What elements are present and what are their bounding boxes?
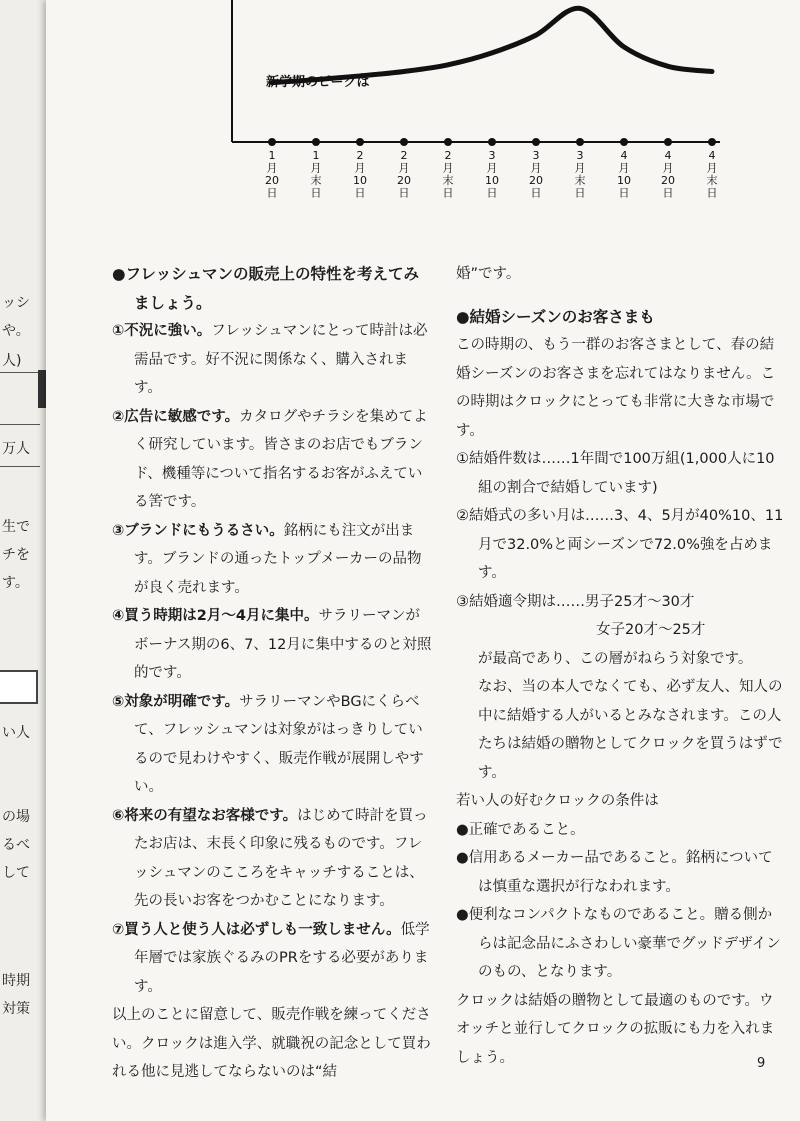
feature-item-body: 銘柄にも注文が出ます。ブランドの通ったトップメーカーの品物が良く売れます。 [134, 522, 422, 596]
marriage-age-female: 女子20才〜25才 [596, 622, 706, 638]
chart-series-line [272, 8, 712, 82]
feature-item-body: はじめて時計を買ったお店は、末長く印象に残るものです。フレッシュマンのこころをキャッチすることは、先の長いお客をつかむことになります。 [134, 807, 428, 909]
note-paragraph: なお、当の本人でなくても、必ず友人、知人の中に結婚する人がいるとみなされます。この人たちは結婚の贈物としてクロックを買うはずです。 [478, 679, 783, 781]
chart-tick-marker [400, 138, 408, 146]
strip-table-edge [38, 370, 46, 408]
chart-tick-marker [620, 138, 628, 146]
feature-item [112, 403, 434, 517]
chart-tick-marker [268, 138, 276, 146]
chart-tick-label: 月 [574, 161, 586, 175]
feature-item-body: 低学年層では家族ぐるみのPRをする必要があります。 [134, 921, 430, 995]
chart-tick-marker [664, 138, 672, 146]
chart-tick-label: 10 [353, 174, 367, 187]
strip-text: チを [2, 547, 30, 563]
marriage-age-body: が最高であり、この層がねらう対象です。 [478, 650, 753, 667]
chart-tick-label: 月 [618, 161, 630, 175]
marriage-stat-item: ②結婚式の多い月は……3、4、5月が40%10、11月で32.0%と両シーズンで72.0%強を占めます。 [456, 508, 784, 581]
page [46, 0, 800, 1121]
feature-item-title: ③ブランドにもうるさい。 [112, 522, 284, 539]
chart-tick-label: 日 [354, 186, 366, 200]
chart-tick-label: 1 [268, 149, 276, 162]
chart-tick-label: 3 [576, 149, 584, 162]
chart-tick-label: 2 [356, 149, 364, 162]
feature-item-title: ①不況に強い。 [112, 323, 212, 339]
feature-item-body: カタログやチラシを集めてよく研究しています。皆さまのお店でもブランド、機種等について指名するお客がふえている筈です。 [134, 408, 428, 510]
chart-tick-label: 10 [617, 174, 631, 187]
feature-item-title: ⑥将来の有望なお客様です。 [112, 807, 298, 824]
chart-tick-marker [444, 138, 452, 146]
marriage-age-item: ③結婚適令期は……男子25才〜30才 [456, 593, 695, 610]
chart-tick-label: 20 [397, 174, 411, 187]
section-heading: ●結婚シーズンのお客さまも [456, 307, 655, 326]
feature-item [112, 916, 434, 1002]
strip-table-line [0, 466, 40, 467]
closing-paragraph: クロックは結婚の贈物として最適のものです。ウオッチと並行してクロックの拡販にも力を入れましょう。 [456, 992, 775, 1066]
strip-text: 万人 [2, 441, 30, 457]
chart-tick-marker [708, 138, 716, 146]
adjacent-page-strip [0, 0, 47, 1121]
chart-tick-label: 日 [706, 186, 718, 200]
right-column [456, 260, 786, 1072]
chart-axes [232, 0, 720, 142]
chart-tick-label: 日 [618, 186, 630, 200]
chart-tick-label: 月 [486, 161, 498, 175]
feature-item [112, 602, 434, 688]
strip-text: す。 [2, 575, 29, 591]
conditions-intro: 若い人の好むクロックの条件は [456, 793, 659, 809]
strip-text: 時期 [2, 973, 30, 989]
chart-tick-label: 月 [442, 161, 454, 175]
chart-tick-label: 4 [708, 149, 716, 162]
closing-paragraph: 以上のことに留意して、販売作戦を練ってください。クロックは進入学、就職祝の記念として買われる他に見逃してならないのは“結 [112, 1007, 431, 1080]
chart-tick-label: 2 [400, 149, 408, 162]
feature-item [112, 688, 434, 802]
feature-item-body: サラリーマンやBGにくらべて、フレッシュマンは対象がはっきりしているので見わけやすく、販売作戦が展開しやすい。 [134, 693, 424, 795]
chart-tick-marker [356, 138, 364, 146]
chart-tick-label: 末 [706, 174, 718, 187]
feature-item-title: ④買う時期は2月〜4月に集中。 [112, 608, 319, 624]
strip-text: の場 [2, 809, 30, 825]
feature-item-title: ⑦買う人と使う人は必ずしも一致しません。 [112, 921, 401, 938]
chart-tick-label: 日 [530, 186, 542, 200]
chart-ticks [265, 138, 718, 200]
chart-tick-marker [532, 138, 540, 146]
left-column [112, 260, 434, 1087]
feature-item [112, 517, 434, 603]
strip-box [0, 670, 38, 704]
feature-item-body: サラリーマンがボーナス期の6、7、12月に集中するのと対照的です。 [134, 608, 432, 681]
chart-tick-label: 4 [620, 149, 628, 162]
chart-tick-label: 月 [706, 161, 718, 175]
condition-item: ●信用あるメーカー品であること。銘柄については慎重な選択が行なわれます。 [456, 850, 773, 895]
strip-text: 人) [2, 353, 22, 369]
strip-text: して [2, 865, 30, 881]
chart-tick-label: 20 [529, 174, 543, 187]
chart-tick-marker [312, 138, 320, 146]
strip-text: るべ [2, 837, 30, 853]
chart-tick-label: 2 [444, 149, 452, 162]
chart-tick-label: 末 [442, 174, 454, 187]
chart-tick-label: 日 [310, 186, 322, 200]
chart-tick-label: 月 [354, 161, 366, 175]
marriage-stat-item: ①結婚件数は……1年間で100万組(1,000人に10組の割合で結婚しています) [456, 451, 775, 496]
chart-tick-label: 1 [312, 149, 320, 162]
chart-tick-label: 3 [488, 149, 496, 162]
strip-text: 対策 [2, 1001, 30, 1017]
chart-tick-label: 3 [532, 149, 540, 162]
feature-item-title: ⑤対象が明確です。 [112, 693, 240, 710]
page-number: 9 [757, 1056, 766, 1071]
chart-tick-label: 日 [662, 186, 674, 200]
chart-tick-label: 日 [266, 186, 278, 200]
strip-text: ッシ [2, 295, 30, 311]
section-heading: ●フレッシュマンの販売上の特性を考えてみましょう。 [112, 265, 419, 312]
chart-tick-label: 10 [485, 174, 499, 187]
feature-item-body: フレッシュマンにとって時計は必需品です。好不況に関係なく、購入されます。 [134, 323, 428, 396]
chart-tick-label: 末 [574, 174, 586, 187]
chart-tick-label: 日 [398, 186, 410, 200]
continued-text: 婚”です。 [456, 266, 521, 282]
chart-tick-label: 日 [442, 186, 454, 200]
strip-text: 生で [2, 519, 30, 535]
chart-tick-label: 月 [310, 161, 322, 175]
chart-tick-marker [488, 138, 496, 146]
chart-tick-label: 日 [486, 186, 498, 200]
feature-list [112, 317, 434, 1001]
condition-item: ●便利なコンパクトなものであること。贈る側からは記念品にふさわしい豪華でグッドデザインのもの、となります。 [456, 907, 781, 980]
feature-item [112, 317, 434, 403]
condition-item: ●正確であること。 [456, 821, 585, 838]
chart-tick-label: 20 [661, 174, 675, 187]
chart-annotation: 新学期のピークは [266, 75, 370, 90]
sales-peak-chart [46, 0, 800, 230]
intro-paragraph: この時期の、もう一群のお客さまとして、春の結婚シーズンのお客さまを忘れてはなりません。この時期はクロックにとっても非常に大きな市場です。 [456, 337, 776, 439]
chart-tick-label: 月 [530, 161, 542, 175]
strip-table-line [0, 424, 40, 425]
chart-tick-label: 4 [664, 149, 672, 162]
chart-tick-label: 月 [266, 161, 278, 175]
chart-tick-label: 月 [398, 161, 410, 175]
chart-tick-label: 末 [310, 174, 322, 187]
chart-tick-label: 日 [574, 186, 586, 200]
strip-text: い人 [2, 725, 30, 741]
chart-tick-marker [576, 138, 584, 146]
chart-tick-label: 月 [662, 161, 674, 175]
strip-table-line [0, 372, 40, 373]
feature-item [112, 802, 434, 916]
feature-item-title: ②広告に敏感です。 [112, 408, 240, 425]
strip-text: や。 [2, 323, 30, 339]
chart-tick-label: 20 [265, 174, 279, 187]
